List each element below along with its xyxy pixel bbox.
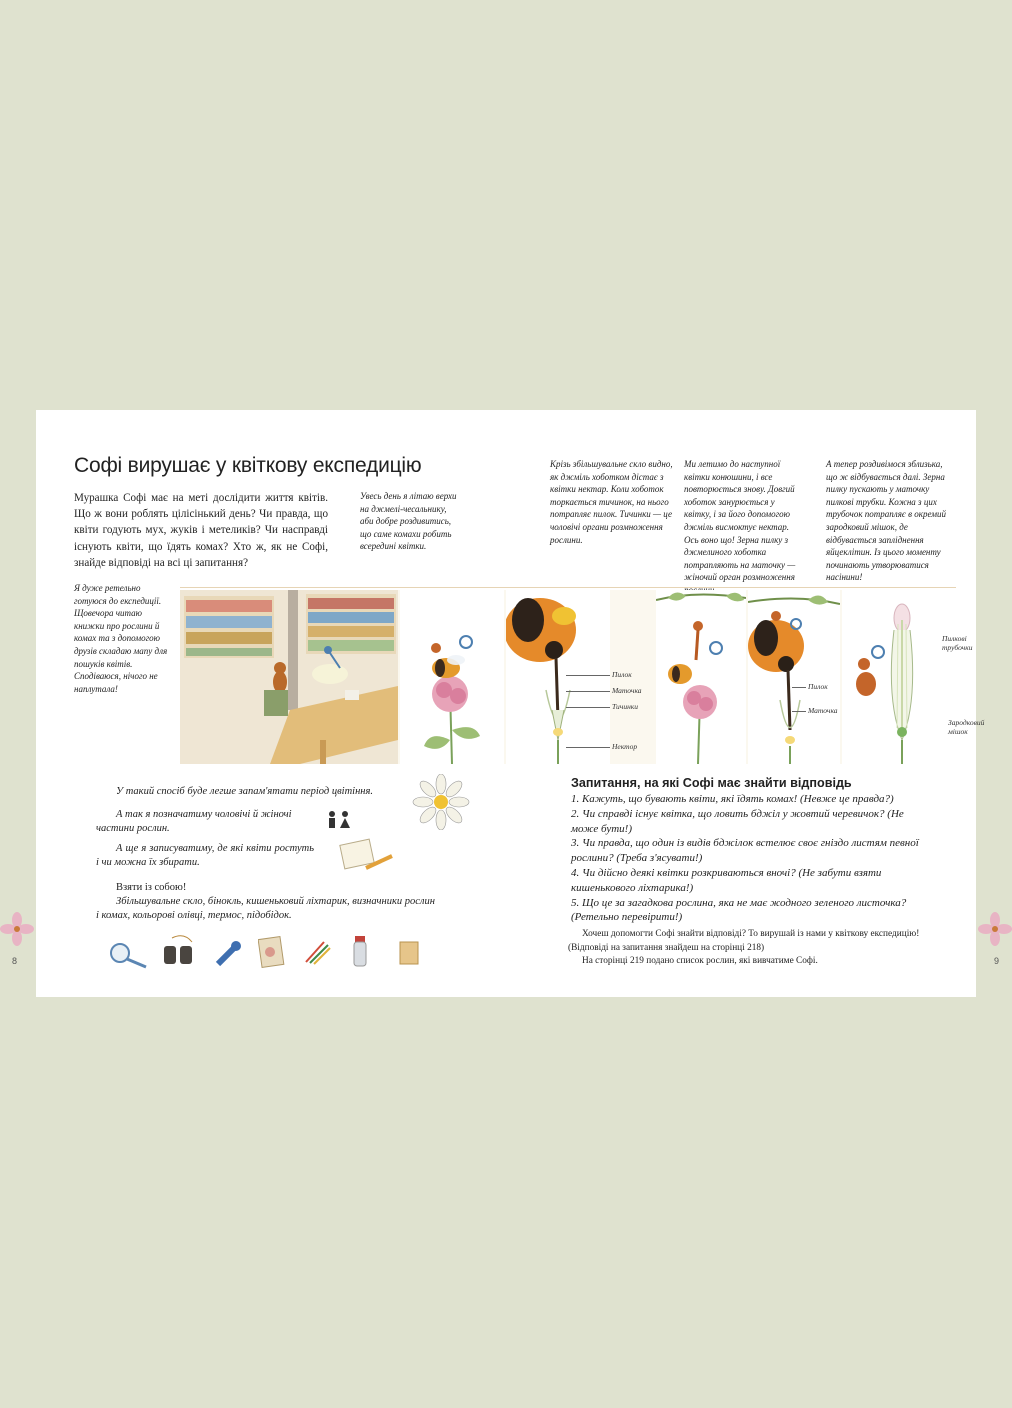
label-nectar: Нектор <box>612 742 638 751</box>
question-item: 4. Чи дійсно деякі квітки розкриваються вночі? (Не забути взяти кишенькового ліхтарика!) <box>571 866 882 894</box>
tip-flowering: У такий спосіб буде легше запам'ятати період цвітіння. <box>116 786 374 797</box>
label-pollen-2: Пилок <box>808 682 828 691</box>
second-clover-illustration <box>656 590 746 764</box>
thermos-icon <box>352 934 368 973</box>
flowering-calendar-icon <box>408 774 474 830</box>
proboscis-closeup-illustration <box>506 590 610 764</box>
flower-ornament-right <box>978 912 1012 946</box>
label-leader <box>566 691 610 692</box>
pistil-diagram-illustration <box>842 590 956 764</box>
second-proboscis-illustration <box>748 590 840 764</box>
lunch-bag-icon <box>398 938 420 971</box>
male-female-symbols-icon <box>326 810 352 835</box>
label-embryo-sac: Зародковий мішок <box>948 718 985 736</box>
questions-title: Запитання, на які Софі має знайти відповідь <box>571 776 852 790</box>
caption-column-1: Крізь збільшувальне скло видно, як джміль хоботком дістає з квітки нектар. Коли хоботок торкається тичинок, на нього потрапляє пилок. Тичинки — це чоловічі органи розмноження рослини. <box>550 459 673 545</box>
book-spread <box>36 410 985 997</box>
label-pollen-tubes: Пилкові трубочки <box>942 634 973 652</box>
label-leader <box>566 747 610 748</box>
colored-pencils-icon <box>302 936 332 971</box>
take-with-list: Збільшувальне скло, бінокль, кишеньковий ліхтарик, визначники рослин і комах, кольорові олівці, термос, підобідок. <box>96 896 435 921</box>
illustration-strip <box>180 590 985 764</box>
label-pollen: Пилок <box>612 670 632 679</box>
binoculars-icon <box>162 934 198 973</box>
take-with-heading: Взяти із собою! <box>116 882 187 893</box>
expedition-items-row <box>96 934 426 974</box>
label-pistil-2: Маточка <box>808 706 838 715</box>
flower-ornament-left <box>0 912 34 946</box>
plant-list-note: На сторінці 219 подано список рослин, які вивчатиме Софі. <box>582 956 818 967</box>
magnifier-icon <box>106 940 150 975</box>
page-number-left: 8 <box>12 956 18 966</box>
side-note-preparation: Я дуже ретельно готуюся до експедиції. Щовечора читаю книжки про рослини й комах та з допомогою друзів складаю мапу для пошуків квітів. Сподіваюся, нічого не наплутала! <box>74 583 168 694</box>
question-item: 3. Чи правда, що один із видів бджілок встелює своє гніздо листям певної рослини? (Треба з'ясувати!) <box>571 837 919 865</box>
library-illustration <box>180 590 398 764</box>
closing-text <box>568 928 948 969</box>
bee-on-clover-illustration <box>400 590 504 764</box>
label-pistil: Маточка <box>612 686 642 695</box>
label-stamens: Тичинки <box>612 702 639 711</box>
label-leader <box>792 687 806 688</box>
closing-invitation: Хочеш допомогти Софі знайти відповіді? То вирушай із нами у квіткову експедицію! (Відповіді на запитання знайдеш на сторінці 218) <box>568 929 920 953</box>
caption-column-2: Ми летимо до наступної квітки конюшини, і все повторюється знову. Довгий хоботок занурюється у квітку, і за його допомогою джміль висмоктує нектар. Ось воно що! Зерна пилку з джмелиного хоботка потрапляють на маточку — жіночий орган розмноження <box>684 459 796 583</box>
label-leader <box>792 711 806 712</box>
question-item: 2. Чи справді існує квітка, що ловить бджіл у жовтий черевичок? (Не може бути!) <box>571 807 904 835</box>
flashlight-icon <box>214 938 244 973</box>
questions-list <box>571 792 931 925</box>
label-leader <box>566 675 610 676</box>
caption-column-3: А тепер роздивімося зблизька, що ж відбувається далі. Зерна пилку пускають у маточку пилкові трубки. Кожна з цих трубочок потрапляє в окремий зародковий мішок, де відбувається запліднення яйцеклітин. Із цього моменту починають утворюватися насінини! <box>826 459 946 583</box>
intro-text: Мурашка Софі має на меті дослідити життя квітів. Що ж вони роблять цілісінький день? Чи правда, що квіти годують мух, жуків і метеликів? Чи насправді існують квіти, що їдять комах? Хто ж, як не Софі, знайде відповіді на всі ці запитання? <box>74 492 328 569</box>
page-title: Софі вирушає у квіткову експедицію <box>74 454 422 477</box>
label-leader <box>566 707 610 708</box>
notebook-pencil-icon <box>336 834 396 874</box>
tip-male-female: А так я позначатиму чоловічі й жіночі частини рослин. <box>96 809 292 834</box>
tip-records: А ще я записуватиму, де які квіти ростуть і чи можна їх збирати. <box>96 843 314 868</box>
divider-line <box>180 587 956 588</box>
field-guides-icon <box>258 934 286 973</box>
question-item: 5. Що це за загадкова рослина, яка не має жодного зеленого листочка? (Ретельно перевірити!) <box>571 896 907 924</box>
question-item: 1. Кажуть, що бувають квіти, які їдять комах! (Невже це правда?) <box>571 793 894 805</box>
page-number-right: 9 <box>994 956 1000 966</box>
caption-bumblebee-ride: Увесь день я літаю верхи на джмелі-чесальнику, аби добре роздивитись, що саме комахи робить всередині квітки. <box>360 491 457 552</box>
